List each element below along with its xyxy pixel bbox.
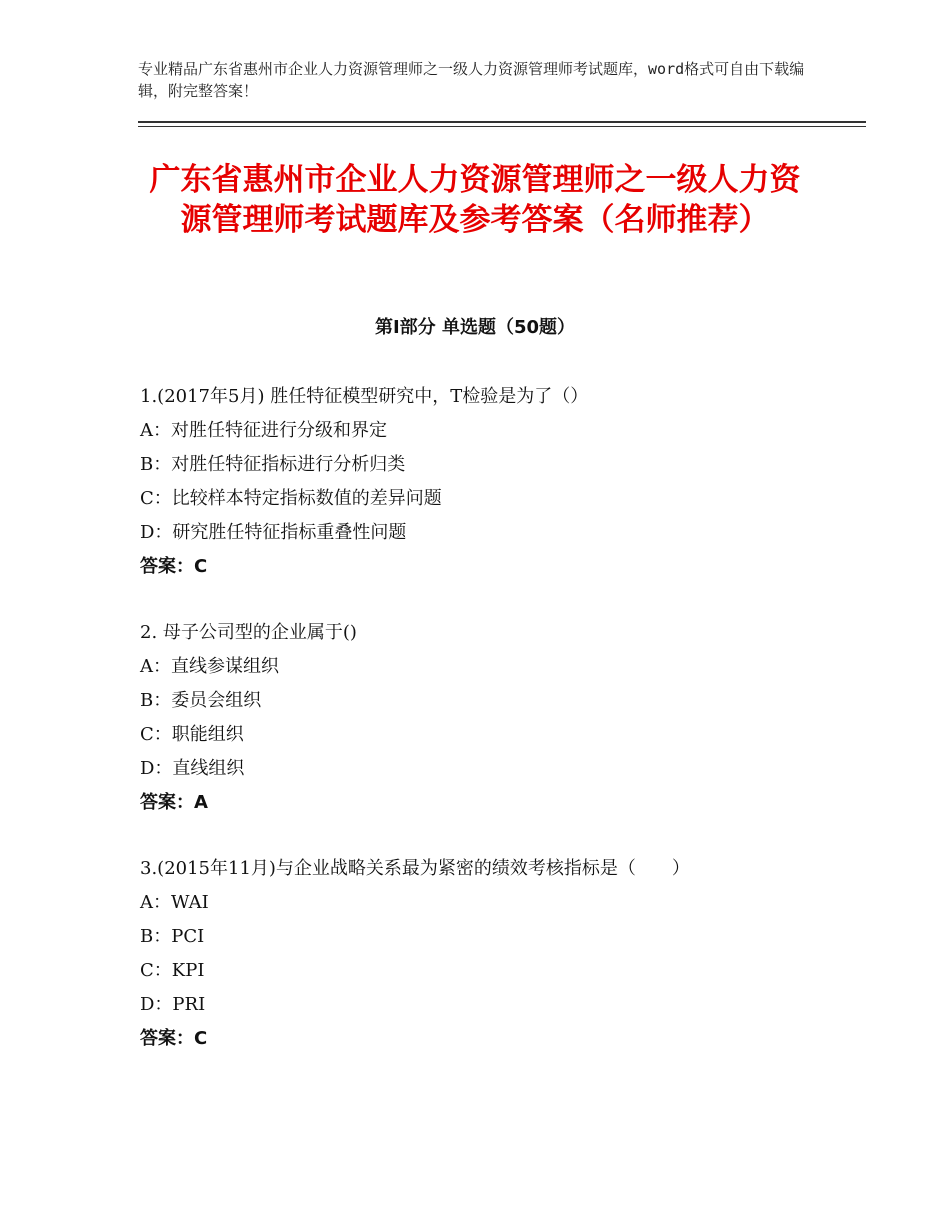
document-title: 广东省惠州市企业人力资源管理师之一级人力资源管理师考试题库及参考答案（名师推荐） bbox=[149, 162, 801, 238]
question-3 bbox=[140, 852, 840, 1056]
answer: 答案：C bbox=[140, 1028, 208, 1049]
option-c: C：比较样本特定指标数值的差异问题 bbox=[140, 488, 442, 509]
option-c: C：职能组织 bbox=[140, 724, 244, 745]
answer: 答案：A bbox=[140, 792, 208, 813]
option-d: D：研究胜任特征指标重叠性问题 bbox=[140, 522, 407, 543]
option-b: B：PCI bbox=[140, 926, 205, 947]
question-stem: 1.(2017年5月) 胜任特征模型研究中，T检验是为了（） bbox=[140, 386, 589, 407]
option-d: D：PRI bbox=[140, 994, 206, 1015]
option-a: A：直线参谋组织 bbox=[140, 656, 279, 677]
option-b: B：委员会组织 bbox=[140, 690, 262, 711]
question-1 bbox=[140, 380, 840, 584]
option-a: A：对胜任特征进行分级和界定 bbox=[140, 420, 387, 441]
question-stem: 3.(2015年11月)与企业战略关系最为紧密的绩效考核指标是（ ） bbox=[140, 858, 690, 879]
option-d: D：直线组织 bbox=[140, 758, 245, 779]
header-note: 专业精品广东省惠州市企业人力资源管理师之一级人力资源管理师考试题库，word格式可自由下载编辑，附完整答案！ bbox=[138, 60, 805, 100]
option-c: C：KPI bbox=[140, 960, 205, 981]
question-stem: 2. 母子公司型的企业属于() bbox=[140, 622, 357, 643]
option-a: A：WAI bbox=[140, 892, 209, 913]
question-list bbox=[140, 380, 840, 1088]
header-divider bbox=[138, 121, 866, 127]
answer: 答案：C bbox=[140, 556, 208, 577]
section-title: 第Ⅰ部分 单选题（50题） bbox=[374, 317, 575, 338]
option-b: B：对胜任特征指标进行分析归类 bbox=[140, 454, 406, 475]
question-2 bbox=[140, 616, 840, 820]
